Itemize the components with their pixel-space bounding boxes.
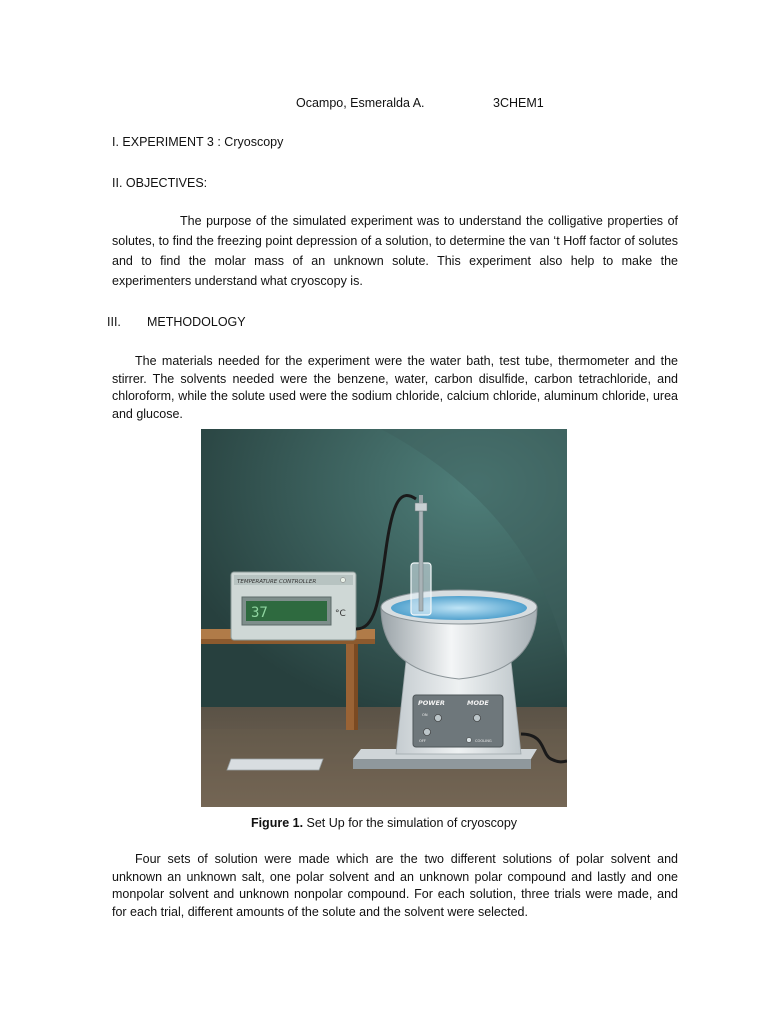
controller-label: TEMPERATURE CONTROLLER — [237, 579, 317, 585]
off-label: OFF — [419, 739, 426, 743]
figure-caption-text: Set Up for the simulation of cryoscopy — [303, 816, 518, 830]
power-label: POWER — [418, 699, 445, 707]
mode-button — [474, 715, 481, 722]
class-section: 3CHEM1 — [493, 96, 544, 110]
display-value: 37 — [251, 605, 268, 621]
figure-caption — [0, 816, 768, 830]
experiment-heading: I. EXPERIMENT 3 : Cryoscopy — [112, 135, 284, 149]
methodology-heading: METHODOLOGY — [147, 315, 246, 329]
objectives-paragraph: The purpose of the simulated experiment was to understand the colligative properties of solutes, to find the freezing point depression of a solution, to determine the van ‘t Hoff factor of solutes and to find the molar mass of an unknown solute. This experiment also help to make the experimenters understand what cryoscopy is. — [112, 214, 678, 288]
temperature-controller — [231, 572, 356, 640]
objectives-heading: II. OBJECTIVES: — [112, 176, 208, 190]
power-on-button — [435, 715, 442, 722]
setup-figure — [201, 429, 567, 807]
degree-unit: °C — [335, 609, 346, 619]
power-off-button — [424, 729, 431, 736]
indicator-light — [341, 578, 346, 583]
glass-slide — [227, 759, 323, 770]
figure-caption-label: Figure 1. — [250, 816, 304, 830]
author-name: Ocampo, Esmeralda A. — [296, 96, 425, 110]
on-label: ON — [422, 713, 428, 717]
mode-label: MODE — [467, 699, 489, 707]
solutions-paragraph: Four sets of solution were made which are the two different solutions of polar solvent and unknown an unknown salt, one polar solvent and an unknown polar compound and lastly and one monpolar solvent and unknown nonpolar compound. For each solution, three trials were made, and for each trial, different amounts of the solute and the solvent were selected. — [112, 852, 678, 919]
cooling-indicator — [467, 738, 472, 743]
cooling-label: COOLING — [475, 739, 492, 743]
materials-paragraph: The materials needed for the experiment were the water bath, test tube, thermometer and the stirrer. The solvents needed were the benzene, water, carbon disulfide, carbon tetrachloride, and chloroform, while the solute used were the sodium chloride, calcium chloride, aluminum chloride, urea and glucose. — [112, 354, 678, 421]
methodology-numeral: III. — [107, 315, 121, 329]
